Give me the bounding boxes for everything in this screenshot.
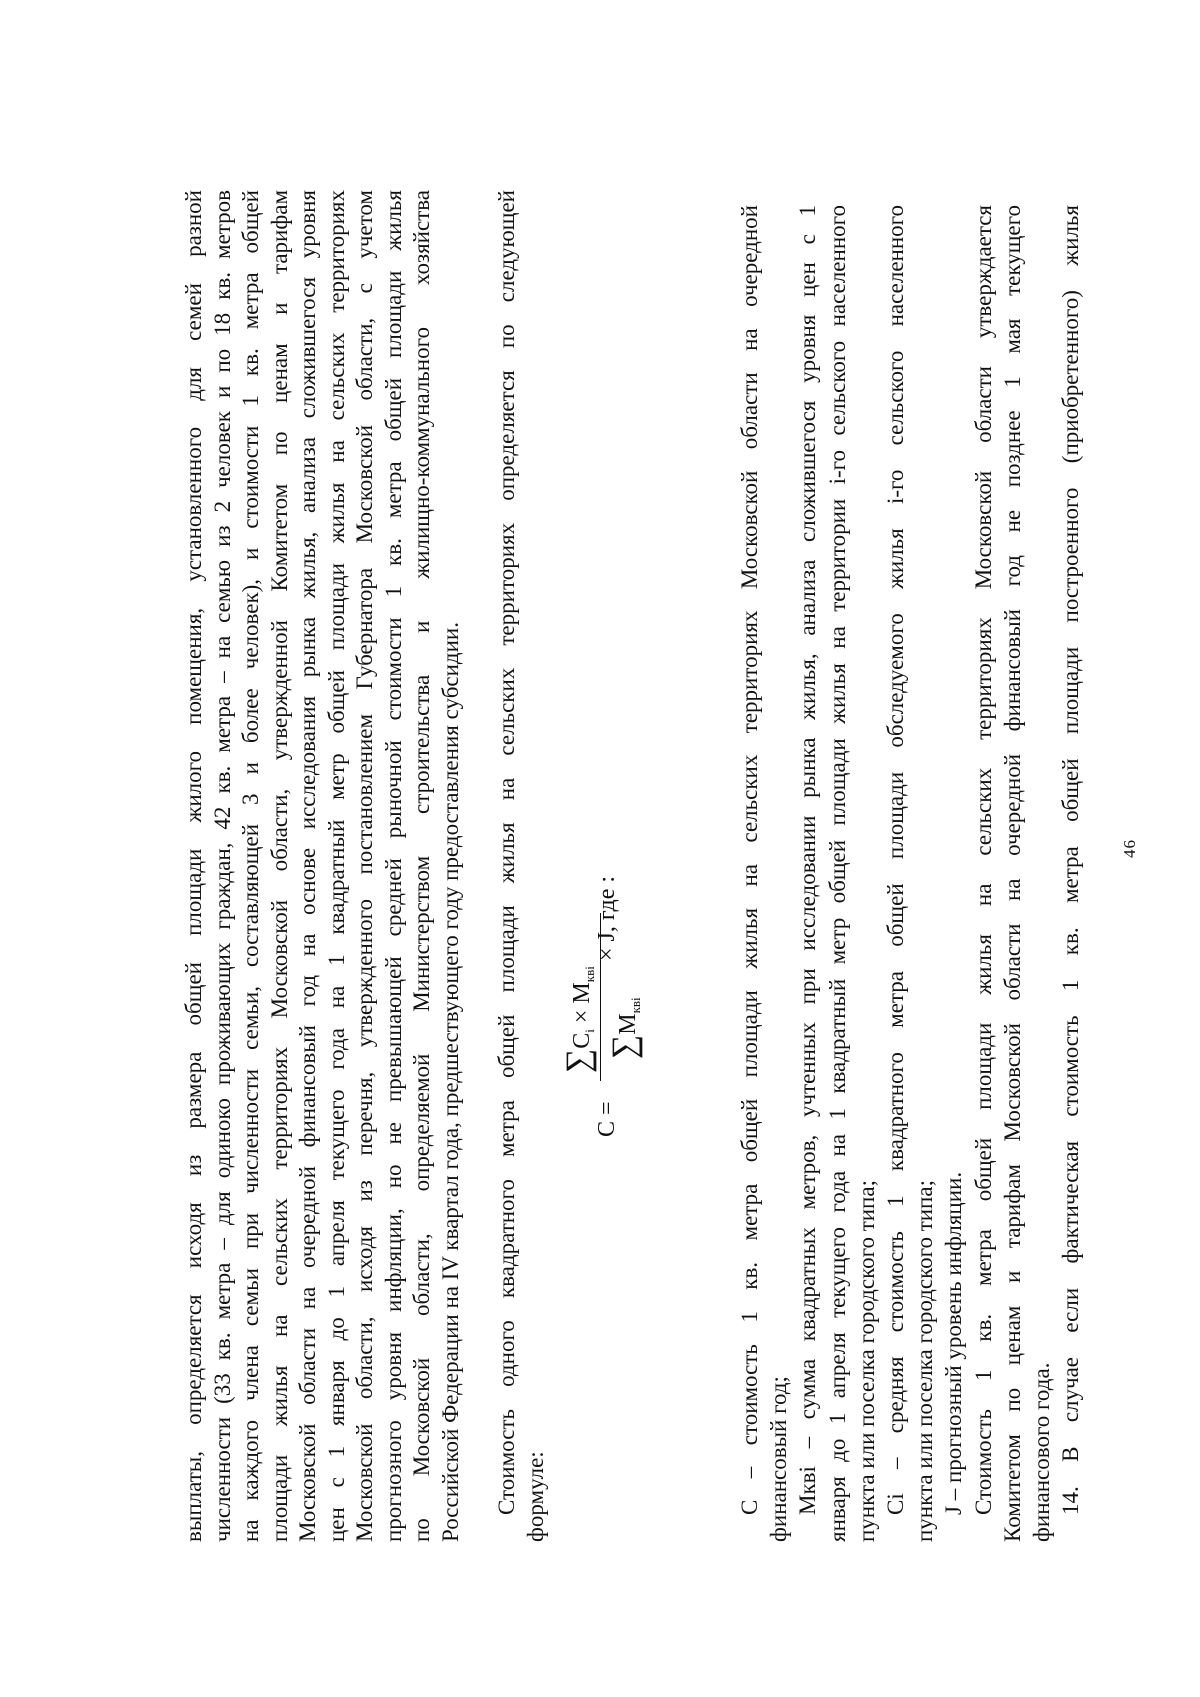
text-line: Мквi – сумма квадратных метров, учтенных при исследовании рынка жилья, анализа сложившегося уровня цен с 1 <box>795 205 821 1515</box>
formula-rhs: × J, где : <box>594 875 620 961</box>
text-line: С – стоимость 1 кв. метра общей площади жилья на сельских территориях Московской области на очередной <box>737 205 762 1515</box>
text-line: цен с 1 января до 1 апреля текущего года на 1 квадратный метр общей площади жилья на сельских территориях <box>323 190 349 1542</box>
text-line: по Московской области, определяемой Министерством строительства и жилищно-коммунального хозяйства <box>409 190 434 1542</box>
formula-denominator: $\sum M_{квi}$ <box>606 997 643 1059</box>
text-line: формуле: <box>522 1451 548 1542</box>
text-line: выплаты, определяется исходя из размера общей площади жилого помещения, установленного для семей разной <box>181 190 206 1542</box>
text-line: численности (33 кв. метра – для одиноко проживающих граждан, 42 кв. метра – на семью из 2 человек и по 18 кв. метров <box>209 190 235 1542</box>
page-number: 46 <box>1120 839 1139 858</box>
sum-symbol: ∑ <box>606 1034 643 1059</box>
cost-formula <box>560 437 650 1137</box>
text-line: J – прогнозный уровень инфляции. <box>941 1171 967 1515</box>
text-line: января до 1 апреля текущего года на 1 квадратный метр общей площади жилья на территории i-го сельского населенного <box>824 205 850 1542</box>
text-line: Российской Федерации на IV квартал года, предшествующего году предоставления субсидии. <box>437 622 463 1542</box>
text-line: 14. В случае если фактическая стоимость 1 кв. метра общей площади построенного (приобретенного) жилья <box>1058 205 1084 1515</box>
text-line: площади жилья на сельских территориях Московской области, утвержденной Комитетом по ценам и тарифам <box>266 190 292 1542</box>
formula-lhs: C = <box>594 1101 620 1137</box>
sum-symbol: ∑ <box>560 1048 597 1073</box>
text-line: Комитетом по ценам и тарифам Московской области на очередной финансовый год не позднее 1 мая текущего <box>999 205 1025 1542</box>
text-line: на каждого члена семьи при численности семьи, составляющей 3 и более человек), и стоимости 1 кв. метра общей <box>238 190 263 1542</box>
text-line: Стоимость одного квадратного метра общей площади жилья на сельских территориях определяется по следующей <box>494 190 519 1515</box>
text-line: финансового года. <box>1029 1362 1055 1542</box>
text-line: Московской области на очередной финансовый год на основе исследования рынка жилья, анализа сложившегося уровня <box>295 190 320 1542</box>
text-line: Стоимость 1 кв. метра общей площади жилья на сельских территориях Московской области утверждается <box>970 205 996 1515</box>
definitions-section <box>735 0 1085 1697</box>
paragraph-formula-intro <box>493 0 550 1697</box>
text-line: прогнозного уровня инфляции, но не превышающей средней рыночной стоимости 1 кв. метра общей площади жилья <box>380 190 406 1542</box>
text-line: пункта или поселка городского типа; <box>912 1180 938 1542</box>
paragraph-subsidy-calculation <box>180 0 465 1697</box>
text-line: Московской области, исходя из перечня, утвержденного постановлением Губернатора Московской области, с учетом <box>352 190 377 1542</box>
text-line: финансовый год; <box>766 1376 792 1542</box>
text-line: Сi – средняя стоимость 1 квадратного метра общей площади обследуемого жилья i-го сельского населенного <box>883 205 909 1515</box>
text-line: пункта или поселка городского типа; <box>853 1180 879 1542</box>
formula-numerator: $\sum C_i \times M_{квi}$ <box>560 966 597 1073</box>
